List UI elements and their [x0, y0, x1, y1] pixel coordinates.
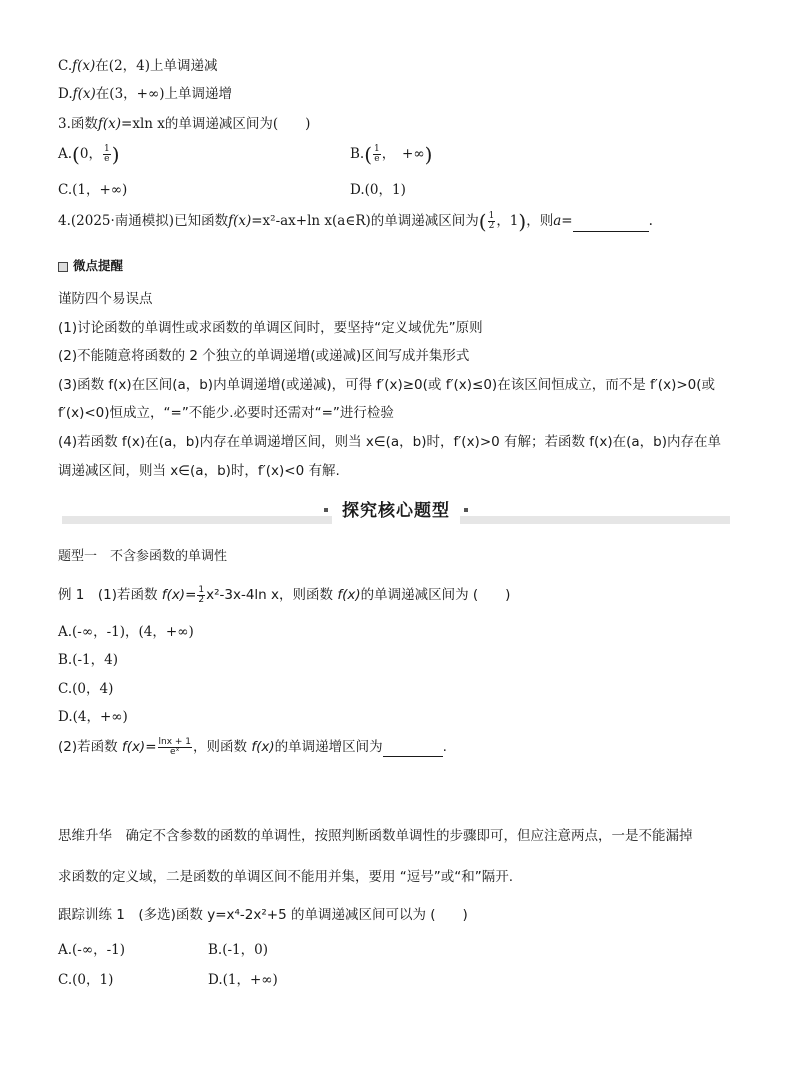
section-banner [62, 498, 730, 526]
option-c-line [58, 56, 218, 76]
tip-item-4-cont: 调递减区间，则当 x∈(a，b)时，f′(x)<0 有解. [58, 463, 340, 479]
numerator: lnx + 1 [158, 736, 192, 747]
practice-option-a: A.(-∞，-1) [58, 942, 126, 958]
example-1-option-c: C.(0，4) [58, 681, 114, 697]
numerator: 1 [488, 211, 495, 221]
tip-item-3: (3)函数 f(x)在区间(a，b)内单调递增(或递减)，可得 f′(x)≥0(或 f′(x)≤0)在该区间恒成立，而不是 f′(x)>0(或 [58, 377, 715, 393]
question-3-option-a [58, 144, 120, 170]
question-text: 函数 [70, 116, 98, 132]
tip-item-3-cont: f′(x)<0)恒成立，“=”不能少.必要时还需对“=”进行检验 [58, 405, 394, 421]
tip-box-icon [58, 262, 68, 272]
question-text: 的单调递减区间为( ) [164, 116, 311, 132]
numerator: 1 [198, 584, 205, 595]
function-symbol: f(x) [72, 58, 96, 74]
summary-line-1: 思维升华 确定不含参数的函数的单调性，按照判断函数单调性的步骤即可，但应注意两点，一是不能漏掉 [58, 828, 693, 844]
interval-right: ，1 [496, 213, 519, 229]
tip-item-2: (2)不能随意将函数的 2 个独立的单调递增(或递减)区间写成并集形式 [58, 348, 470, 364]
fraction [488, 212, 496, 231]
question-3-option-d: D.(0，1) [350, 182, 406, 198]
example-1-part-2 [58, 737, 447, 763]
question-text: ，则 [526, 213, 554, 229]
function-symbol: f(x) [161, 587, 186, 603]
fraction [373, 145, 381, 164]
function-expression: =x²-ax+ln x(a∈R) [251, 213, 371, 229]
tip-label-text: 微点提醒 [73, 258, 124, 273]
answer-blank[interactable] [383, 742, 443, 757]
right-paren: ) [518, 209, 527, 234]
function-symbol: f(x) [97, 116, 122, 132]
option-label: B. [350, 146, 365, 162]
option-d-line [58, 84, 232, 104]
question-number: 3. [58, 116, 71, 132]
tip-label [58, 256, 123, 276]
question-text: 的单调递减区间为 ( ) [360, 587, 511, 603]
interval-left: 0， [79, 146, 102, 162]
denominator: e [374, 154, 380, 164]
equals-sign: = [145, 739, 157, 755]
question-text: 的单调递增区间为 [274, 739, 383, 755]
numerator: 1 [103, 144, 110, 154]
denominator: e [104, 154, 110, 164]
question-number: 4. [58, 213, 71, 229]
question-text: 已知函数 [174, 213, 229, 229]
question-3 [58, 114, 310, 134]
answer-blank[interactable] [573, 217, 649, 232]
function-expression: x²-3x-4ln x，则函数 [206, 587, 338, 603]
question-text: 的单调递减区间为 [370, 213, 479, 229]
practice-option-b: B.(-1，0) [208, 942, 268, 958]
example-1-part-1 [58, 585, 510, 611]
function-symbol: f(x) [228, 213, 252, 229]
question-text: ，则函数 [193, 739, 252, 755]
question-3-option-c: C.(1，+∞) [58, 182, 128, 198]
option-label: D. [58, 86, 73, 102]
numerator: 1 [374, 144, 380, 154]
practice-question: 跟踪训练 1 (多选)函数 y=x⁴-2x²+5 的单调递减区间可以为 ( ) [58, 907, 468, 923]
left-paren: ( [72, 142, 80, 167]
question-3-option-b [350, 144, 432, 170]
fraction [197, 586, 205, 605]
function-expression: =xln x [121, 116, 165, 132]
banner-dot [464, 508, 468, 512]
left-paren: ( [478, 209, 487, 234]
tip-item-1: (1)讨论函数的单调性或求函数的单调区间时，要坚持“定义域优先”原则 [58, 320, 483, 336]
example-1-option-b: B.(-1，4) [58, 652, 118, 668]
function-symbol: f(x) [121, 739, 146, 755]
variable-a: a [553, 213, 562, 229]
practice-option-c: C.(0，1) [58, 972, 114, 988]
example-1-option-d: D.(4，+∞) [58, 709, 128, 725]
tip-title: 谨防四个易误点 [58, 291, 153, 307]
denominator: 2 [198, 594, 205, 605]
banner-title: 探究核心题型 [332, 498, 460, 524]
question-source: (2025·南通模拟) [70, 213, 175, 229]
question-4 [58, 211, 653, 237]
period: . [648, 213, 653, 229]
equals-sign: = [561, 213, 573, 229]
option-text: 在(3，+∞)上单调递增 [95, 86, 232, 102]
left-paren: ( [364, 142, 373, 167]
period: . [442, 739, 447, 755]
option-label: C. [58, 58, 73, 74]
denominator: 2 [488, 221, 495, 231]
function-symbol: f(x) [337, 587, 361, 603]
function-symbol: f(x) [72, 86, 96, 102]
equals-sign: = [185, 587, 197, 603]
right-paren: ) [424, 142, 433, 167]
option-label: A. [58, 146, 73, 162]
example-label: 例 1 (1)若函数 [58, 587, 162, 603]
fraction [103, 145, 111, 164]
example-1-option-a: A.(-∞，-1)，(4，+∞) [58, 624, 194, 640]
practice-option-d: D.(1，+∞) [208, 972, 278, 988]
function-symbol: f(x) [251, 739, 275, 755]
tip-item-4: (4)若函数 f(x)在(a，b)内存在单调递增区间，则当 x∈(a，b)时，f′(x)>0 有解；若函数 f(x)在(a，b)内存在单 [58, 434, 721, 450]
denominator: eˣ [170, 746, 180, 757]
right-paren: ) [111, 142, 120, 167]
banner-dot [324, 508, 328, 512]
section-heading: 题型一 不含参函数的单调性 [58, 549, 228, 564]
summary-line-2: 求函数的定义域，二是函数的单调区间不能用并集，要用 “逗号”或“和”隔开. [58, 869, 514, 885]
interval-right: ， +∞ [381, 146, 425, 162]
question-text: (2)若函数 [58, 739, 122, 755]
option-text: 在(2，4)上单调递减 [95, 58, 218, 74]
fraction [158, 738, 193, 757]
